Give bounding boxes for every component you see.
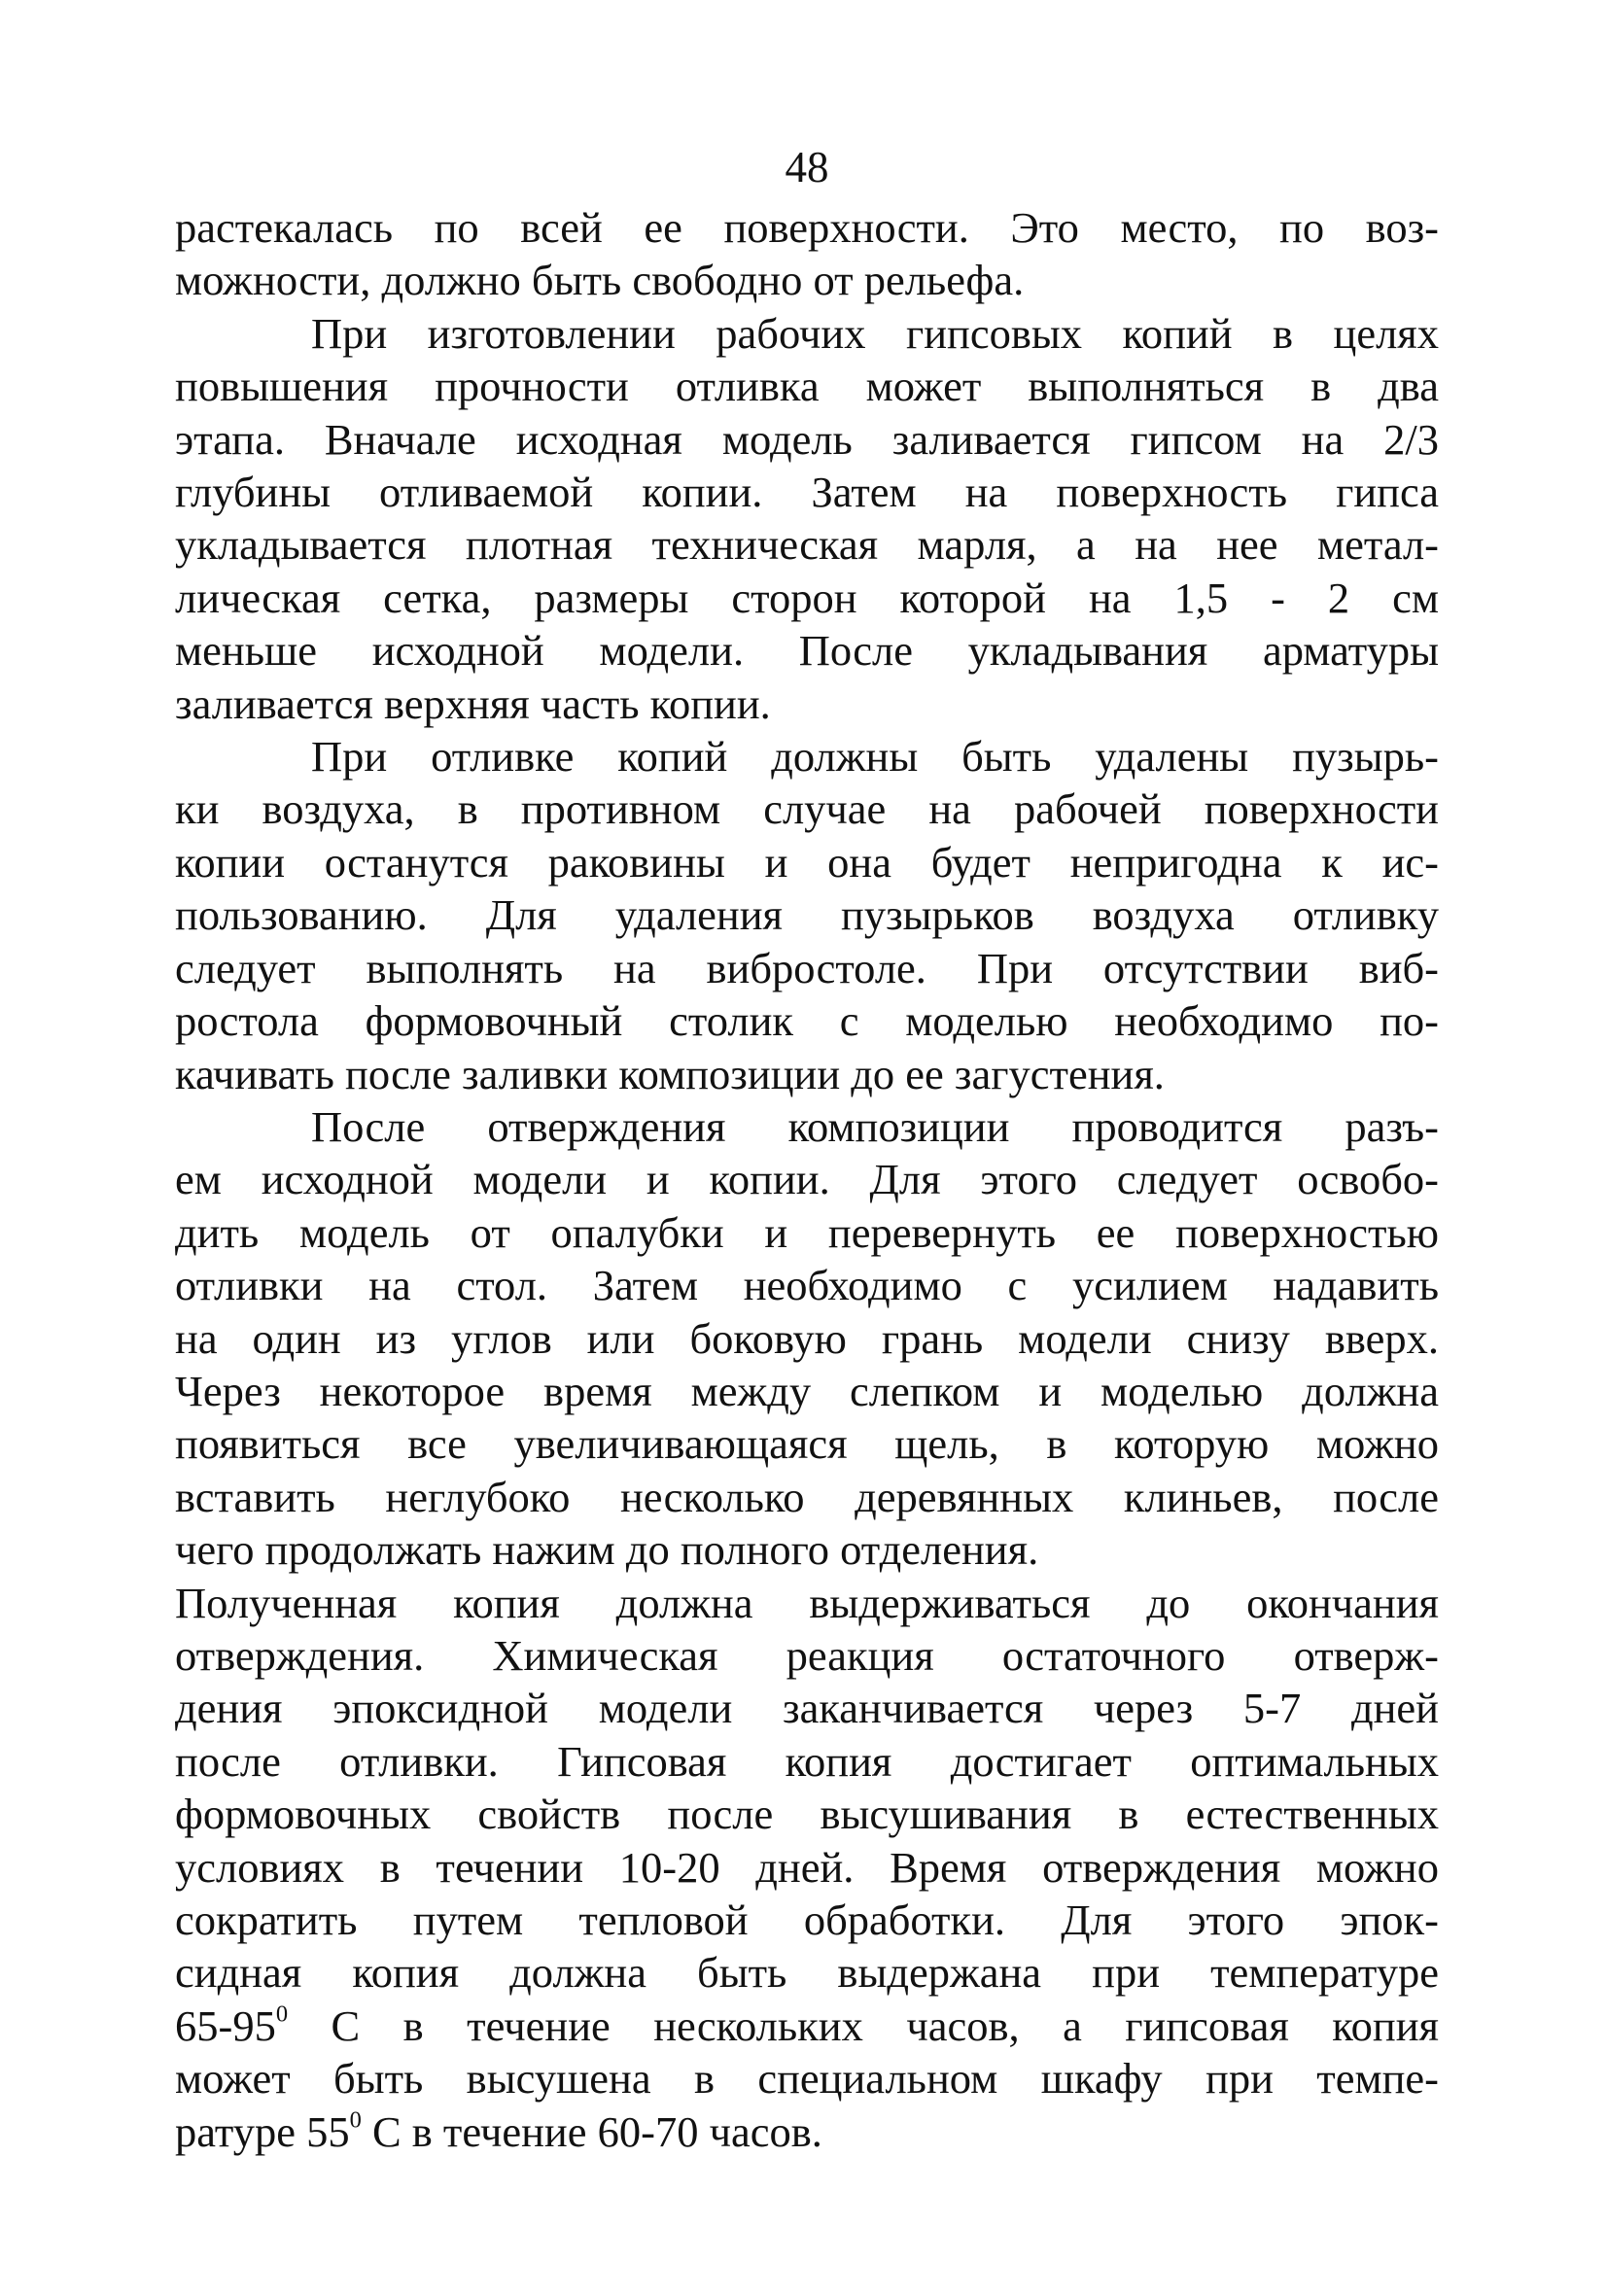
text-line: этапа. Вначале исходная модель заливается гипсом на 2/3 xyxy=(175,414,1439,464)
text-line: ростола формовочный столик с моделью необходимо по- xyxy=(175,996,1439,1046)
text-line: отверждения. Химическая реакция остаточного отверж- xyxy=(175,1630,1439,1680)
text-line: растекалась по всей ее поверхности. Это место, по воз- xyxy=(175,203,1439,252)
text-line xyxy=(175,2105,1439,2158)
text-fragment: 65-95 xyxy=(175,2000,276,2050)
text-line: меньше исходной модели. После укладывания арматуры xyxy=(175,626,1439,676)
text-line: сократить путем тепловой обработки. Для этого эпок- xyxy=(175,1896,1439,1944)
text-line: Полученная копия должна выдерживаться до окончания xyxy=(175,1578,1439,1627)
text-line: После отверждения композиции проводится разъ- xyxy=(311,1101,1439,1151)
page-number: 48 xyxy=(785,143,829,191)
text-line: Через некоторое время между слепком и моделью должна xyxy=(175,1366,1439,1415)
paragraph-4 xyxy=(175,1100,1439,1577)
text-line: копии останутся раковины и она будет непригодна к ис- xyxy=(175,837,1439,887)
text-line: пользованию. Для удаления пузырьков воздуха отливку xyxy=(175,890,1439,940)
text-line: При изготовлении рабочих гипсовых копий в целях xyxy=(311,308,1439,358)
text-line: после отливки. Гипсовая копия достигает оптимальных xyxy=(175,1736,1439,1786)
text-line: При отливке копий должны быть удалены пузырь- xyxy=(311,732,1439,782)
paragraph-5 xyxy=(175,1577,1439,2158)
text-line: дить модель от опалубки и перевернуть ее поверхностью xyxy=(175,1207,1439,1257)
text-line: лическая сетка, размеры сторон которой на 1,5 - 2 см xyxy=(175,573,1439,622)
text-line: сидная копия должна быть выдержана при температуре xyxy=(175,1948,1439,1998)
text-line: можности, должно быть свободно от рельефа. xyxy=(175,256,1025,305)
text-line: заливается верхняя часть копии. xyxy=(175,678,771,728)
degree-superscript: 0 xyxy=(275,2000,289,2028)
text-line: может быть высушена в специальном шкафу при темпе- xyxy=(175,2054,1439,2104)
text-line: отливки на стол. Затем необходимо с усилием надавить xyxy=(175,1261,1439,1310)
text-line: глубины отливаемой копии. Затем на поверхность гипса xyxy=(175,468,1439,517)
text-line: укладывается плотная техническая марля, а на нее метал- xyxy=(175,520,1439,570)
text-line: появиться все увеличивающаяся щель, в которую можно xyxy=(175,1419,1439,1469)
text-line xyxy=(175,2000,1439,2052)
text-line: дения эпоксидной модели заканчивается через 5-7 дней xyxy=(175,1684,1439,1733)
text-line: условиях в течении 10-20 дней. Время отверждения можно xyxy=(175,1842,1439,1892)
text-fragment: С в течение 60-70 часов. xyxy=(361,2106,822,2156)
paragraph-3 xyxy=(175,730,1439,1100)
text-line: формовочных свойств после высушивания в естественных xyxy=(175,1790,1439,1839)
text-line: ем исходной модели и копии. Для этого следует освобо- xyxy=(175,1155,1439,1204)
paragraph-2 xyxy=(175,307,1439,730)
text-fragment: С в течение нескольких часов, а гипсовая копия xyxy=(288,2000,1439,2050)
text-line: качивать после заливки композиции до ее загустения. xyxy=(175,1049,1165,1098)
text-line: следует выполнять на вибростоле. При отсутствии виб- xyxy=(175,943,1439,992)
text-line: ки воздуха, в противном случае на рабочей поверхности xyxy=(175,784,1439,834)
text-line: вставить неглубоко несколько деревянных клиньев, после xyxy=(175,1472,1439,1521)
text-line: чего продолжать нажим до полного отделения. xyxy=(175,1525,1039,1575)
paragraph-1 xyxy=(175,201,1439,307)
text-line: повышения прочности отливка может выполняться в два xyxy=(175,362,1439,411)
text-fragment: ратуре 55 xyxy=(175,2106,350,2156)
text-line: на один из углов или боковую грань модели снизу вверх. xyxy=(175,1313,1439,1363)
document-page xyxy=(175,143,1439,2158)
degree-superscript: 0 xyxy=(349,2106,362,2134)
